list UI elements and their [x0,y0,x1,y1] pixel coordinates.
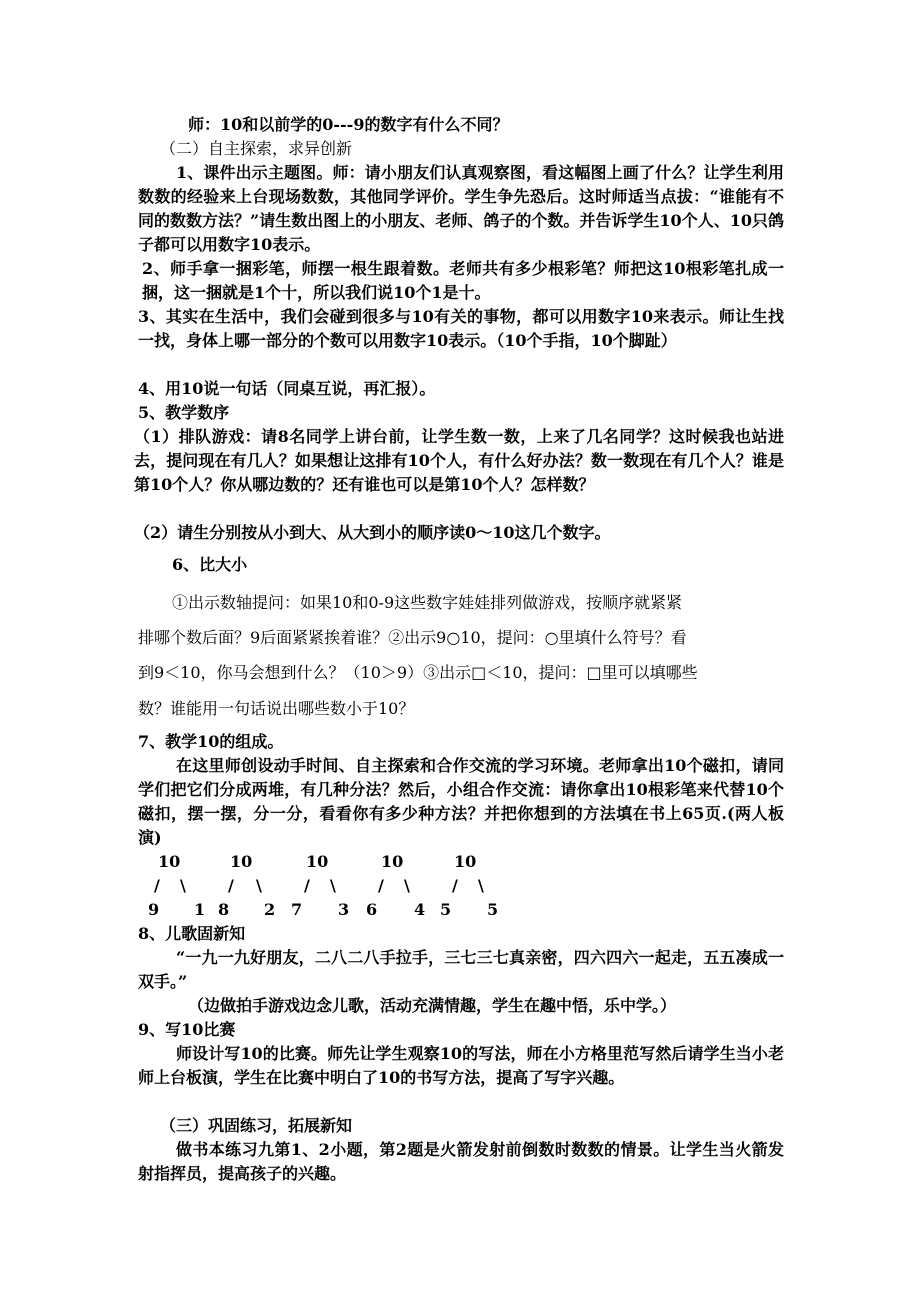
paragraph-6-line-c: 到9＜10，你马会想到什么？（10＞9）③出示□＜10，提问：□里可以填哪些 [138,663,698,682]
paragraph-6-line-b: 排哪个数后面？9后面紧紧挨着谁？②出示9○10，提问：○里填什么符号？看 [138,628,687,647]
paragraph-8-note: （边做拍手游戏边念儿歌，活动充满情趣，学生在趣中悟，乐中学。） [188,996,677,1015]
decomposition-branch-left-3: / [304,876,310,895]
decomposition-branch-left-5: / [452,876,458,895]
decomposition-branch-right-1: \ [180,876,186,895]
paragraph-1: 1、课件出示主题图。师：请小朋友们认真观察图，看这幅图上画了什么？让学生利用数数的经验来上台现场数数，其他同学评价。学生争先恐后。这时师适当点拔：“谁能有不同的数数方法？”请生数出图上的小朋友、老师、鸽子的个数。并告诉学生10个人、10只鸽子都可以用数字10表示。 [138,163,784,254]
decomposition-top-2: 10 [230,852,253,871]
decomposition-part-3b: 3 [338,900,350,919]
paragraph-6-line-d: 数？谁能用一句话说出哪些数小于10？ [138,699,415,718]
item-7-heading: 7、教学10的组成。 [138,732,284,751]
decomposition-top-3: 10 [306,852,329,871]
decomposition-part-4a: 6 [366,900,378,919]
decomposition-top-4: 10 [381,852,404,871]
decomposition-branch-left-1: / [154,876,160,895]
decomposition-part-1b: 1 [194,900,206,919]
section-heading-3: （三）巩固练习，拓展新知 [160,1116,353,1135]
line-teacher-question: 师：10和以前学的0---9的数字有什么不同？ [188,115,509,134]
decomposition-part-2a: 8 [218,900,230,919]
decomposition-part-3a: 7 [291,900,303,919]
paragraph-8: “一九一九好朋友，二八二八手拉手，三七三七真亲密，四六四六一起走，五五凑成一双手。” [138,948,784,991]
item-4: 4、用10说一句话（同桌互说，再汇报）。 [138,379,436,398]
paragraph-9: 师设计写10的比赛。师先让学生观察10的写法，师在小方格里范写然后请学生当小老师上台板演，学生在比赛中明白了10的书写方法，提高了写字兴趣。 [138,1044,784,1087]
decomposition-part-5a: 5 [440,900,452,919]
paragraph-6-line-a: ①出示数轴提问：如果10和0-9这些数字娃娃排列做游戏，按顺序就紧紧 [172,593,683,612]
paragraph-3: 3、其实在生活中，我们会碰到很多与10有关的事物，都可以用数字10来表示。师让生找一找，身体上哪一部分的个数可以用数字10表示。（10个手指，10个脚趾） [138,307,784,350]
decomposition-branch-right-4: \ [404,876,410,895]
paragraph-5-2: （2）请生分别按从小到大、从大到小的顺序读0～10这几个数字。 [134,523,611,542]
paragraph-5-1: （1）排队游戏：请8名同学上讲台前，让学生数一数，上来了几名同学？这时候我也站进去，提问现在有几人？如果想让这排有10个人，有什么好办法？数一数现在有几个人？谁是第10个人？你从哪边数的？还有谁也可以是第10个人？怎样数？ [134,427,784,494]
item-5-heading: 5、教学数序 [138,403,230,422]
paragraph-2: 2、师手拿一捆彩笔，师摆一根生跟着数。老师共有多少根彩笔？师把这10根彩笔扎成一捆，这一捆就是1个十，所以我们说10个1是十。 [142,259,784,302]
decomposition-branch-right-3: \ [330,876,336,895]
paragraph-10: 做书本练习九第1、2小题，第2题是火箭发射前倒数时数数的情景。让学生当火箭发射指挥员，提高孩子的兴趣。 [138,1140,784,1183]
paragraph-7: 在这里师创设动手时间、自主探索和合作交流的学习环境。老师拿出10个磁扣，请同学们把它们分成两堆，有几种分法？然后，小组合作交流：请你拿出10根彩笔来代替10个磁扣，摆一摆，分一分，看看你有多少种方法？并把你想到的方法填在书上65页.(两人板演) [138,756,784,847]
decomposition-part-2b: 2 [264,900,276,919]
decomposition-part-4b: 4 [414,900,426,919]
number-decomposition-diagram [138,850,538,922]
item-9-heading: 9、写10比赛 [138,1020,236,1039]
decomposition-branch-right-5: \ [478,876,484,895]
decomposition-part-5b: 5 [487,900,499,919]
decomposition-top-5: 10 [454,852,477,871]
decomposition-part-1a: 9 [148,900,160,919]
decomposition-branch-left-2: / [228,876,234,895]
decomposition-branch-left-4: / [378,876,384,895]
decomposition-top-1: 10 [158,852,181,871]
section-heading-2: （二）自主探索，求异创新 [160,139,353,158]
item-8-heading: 8、儿歌固新知 [138,924,246,943]
decomposition-branch-right-2: \ [256,876,262,895]
item-6-heading: 6、比大小 [172,555,248,574]
